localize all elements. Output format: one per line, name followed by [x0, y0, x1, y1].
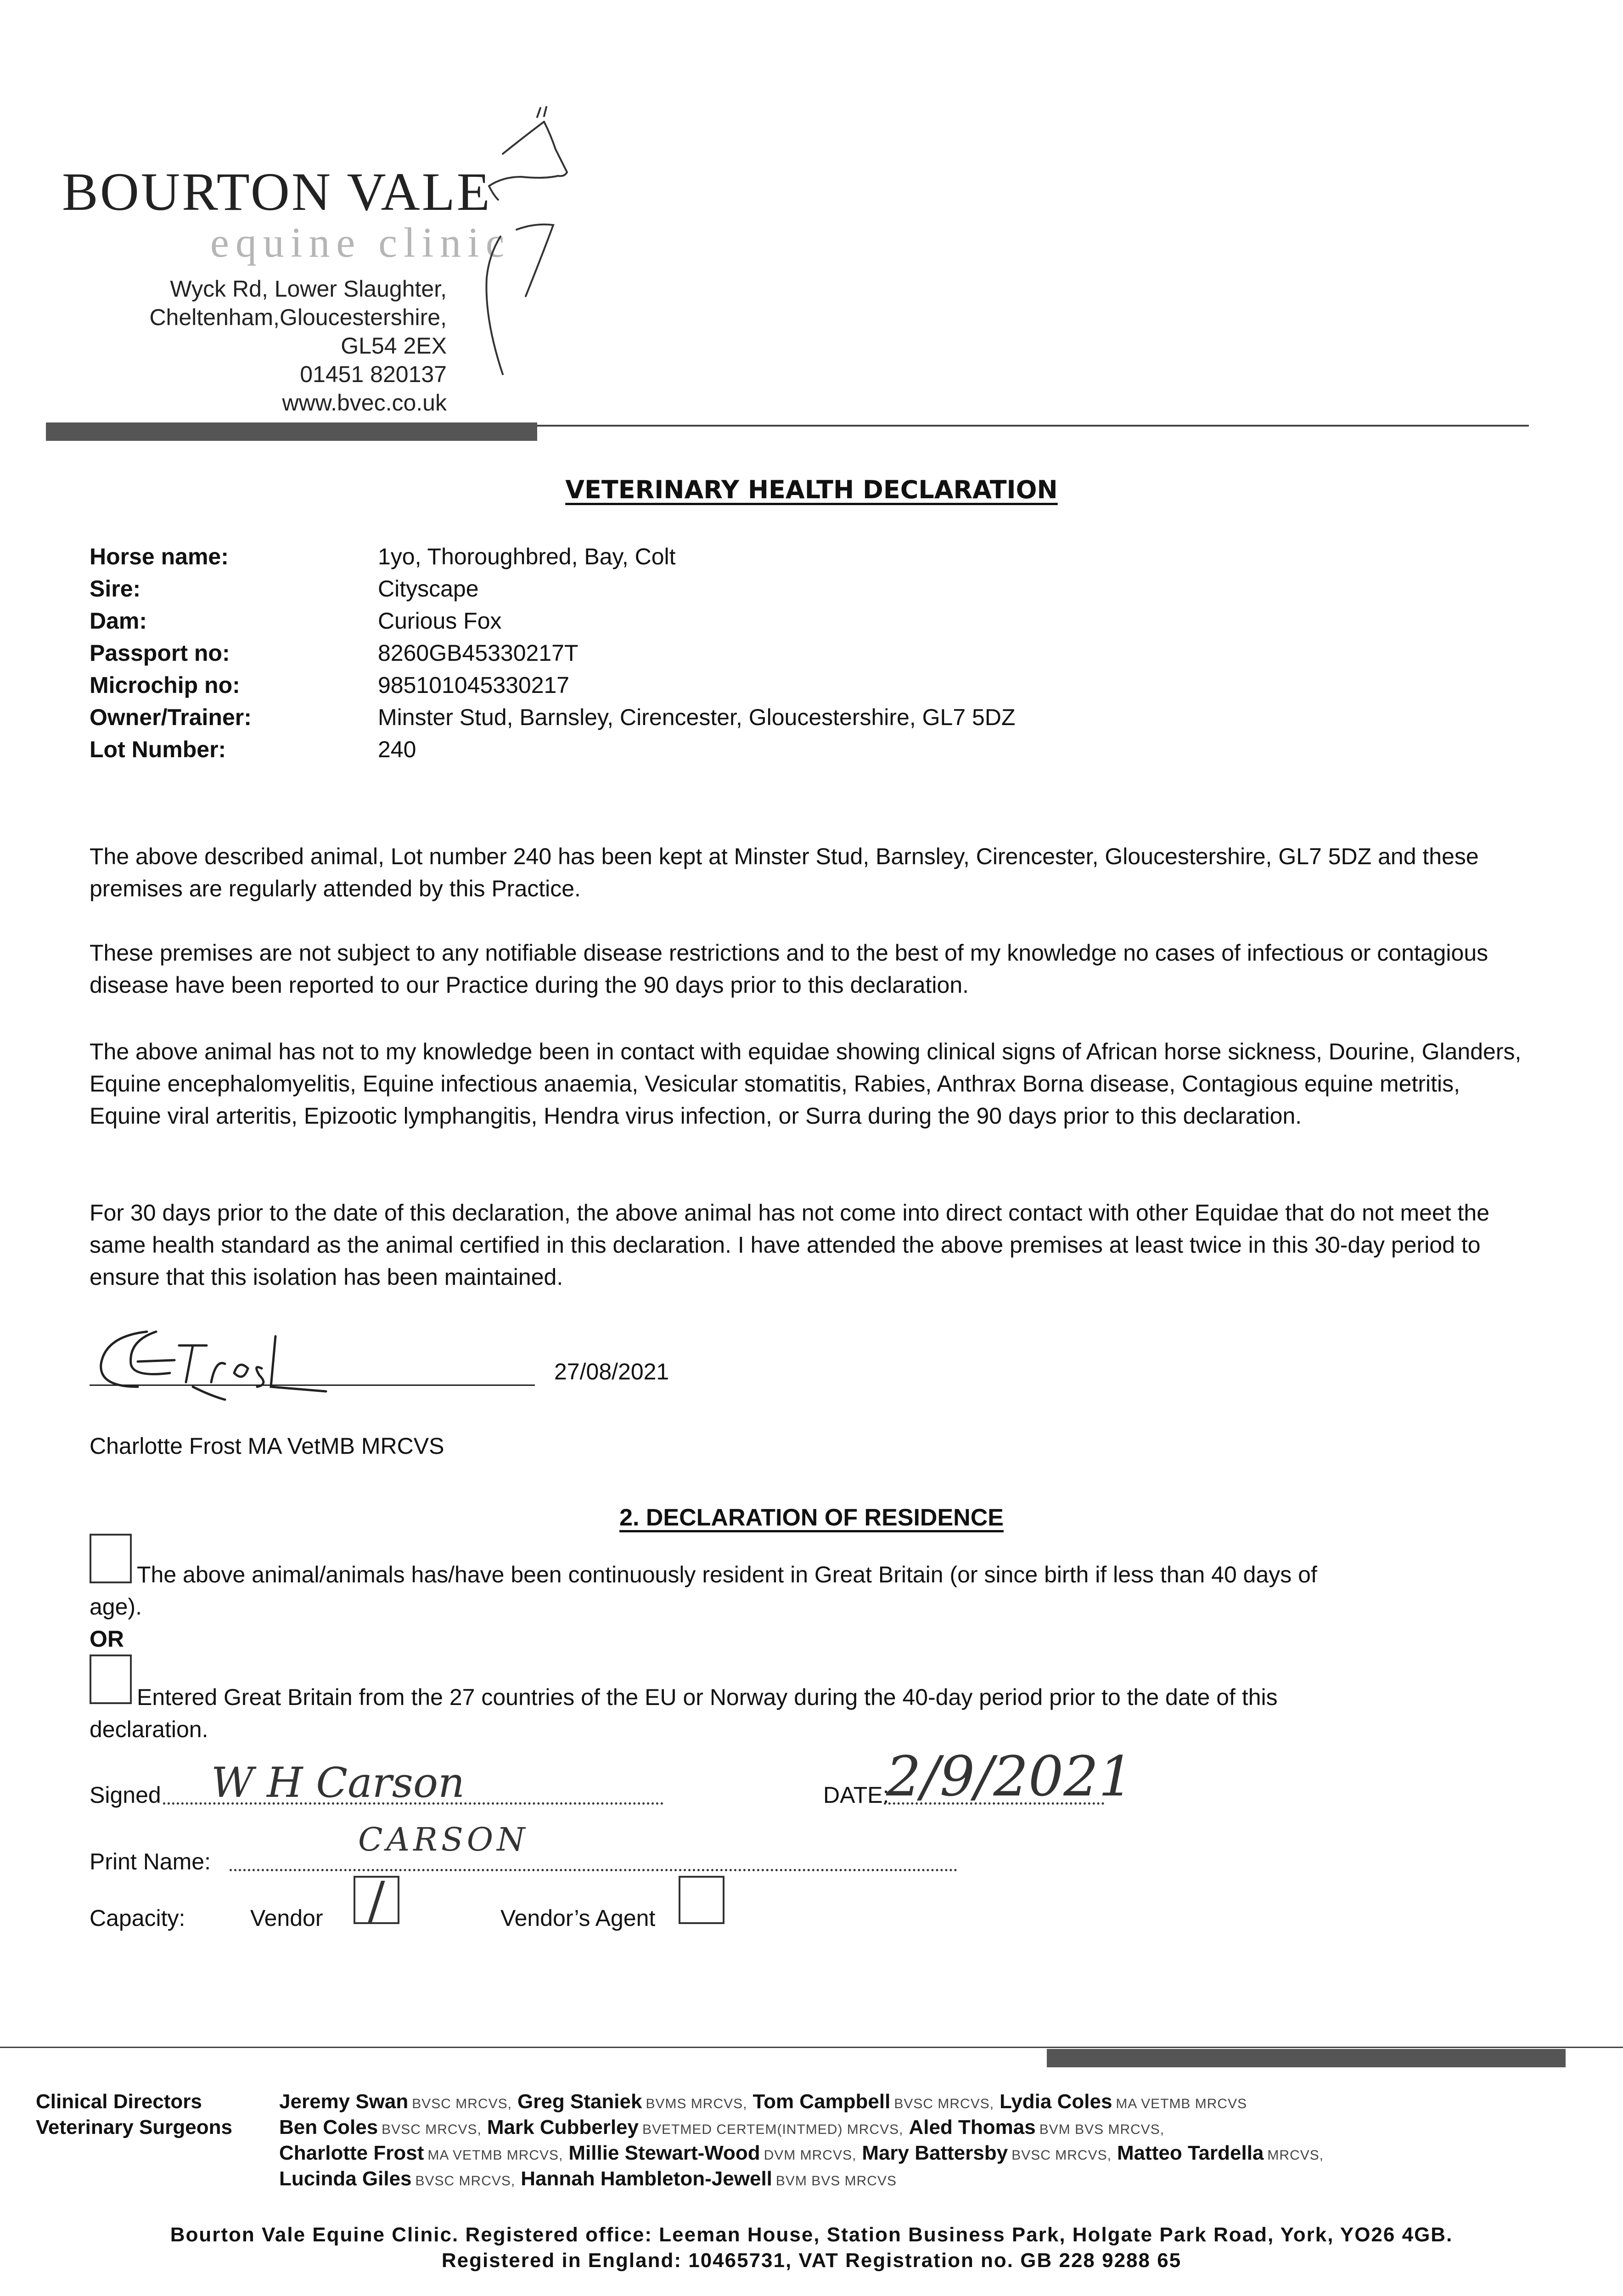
footer-label-directors: Clinical Directors [36, 2090, 202, 2113]
footer-rule-bar [1047, 2049, 1566, 2067]
address-line: GL54 2EX [341, 333, 447, 359]
staff-qual: MA VETMB MRCVS, [427, 2148, 563, 2163]
staff-qual: BVSC MRCVS, [382, 2122, 482, 2137]
address-line: Wyck Rd, Lower Slaughter, [170, 276, 447, 302]
signed-label: Signed [90, 1782, 161, 1808]
vendor-agent-label: Vendor’s Agent [500, 1905, 656, 1931]
option-entered-line1: Entered Great Britain from the 27 countries of the EU or Norway during the 40-day period prior to the date of this [137, 1684, 1278, 1710]
staff-qual: BVSC MRCVS, [412, 2096, 512, 2111]
option-entered-line2: declaration. [90, 1716, 208, 1742]
header-rule-bar [46, 422, 537, 441]
document-title: VETERINARY HEALTH DECLARATION [565, 475, 1058, 504]
staff-name: Charlotte Frost [279, 2142, 424, 2164]
staff-qual: BVETMED CERTEM(INTMED) MRCVS, [642, 2122, 904, 2137]
staff-name: Tom Campbell [753, 2090, 891, 2113]
residence-heading: 2. DECLARATION OF RESIDENCE [619, 1504, 1004, 1531]
paragraph-isolation: For 30 days prior to the date of this declaration, the above animal has not come into direct contact with other Equidae that do not meet the same health standard as the animal certified in this declaration. I have attended the above premises at least twice in this 30-day period to ensure that this isolation has been maintained. [90, 1200, 1490, 1290]
or-label: OR [90, 1626, 124, 1652]
field-value-sire: Cityscape [378, 576, 479, 602]
vet-signature [87, 1318, 381, 1405]
staff-name: Jeremy Swan [279, 2090, 409, 2113]
staff-name: Aled Thomas [909, 2116, 1036, 2138]
field-label-microchip: Microchip no: [90, 672, 240, 698]
staff-qual: MA VETMB MRCVS [1116, 2096, 1247, 2111]
date-handwriting: 2/9/2021 [886, 1745, 1134, 1809]
paragraph-premises: The above described animal, Lot number 240 has been kept at Minster Stud, Barnsley, Cirencester, Gloucestershire, GL7 5DZ and these premises are regularly attended by this Practice. [90, 844, 1479, 901]
field-value-lot: 240 [378, 737, 416, 762]
footer-staff-line-2 [279, 2116, 1170, 2139]
field-value-microchip: 985101045330217 [378, 672, 570, 698]
option-resident-line1: The above animal/animals has/have been continuously resident in Great Britain (or since birth if less than 40 days of [137, 1562, 1317, 1587]
staff-qual: BVSC MRCVS, [415, 2173, 516, 2189]
print-name-line [230, 1869, 957, 1871]
horse-logo-icon [475, 103, 581, 397]
date-label: DATE: [823, 1782, 889, 1808]
staff-name: Millie Stewart-Wood [568, 2142, 760, 2164]
header-rule-line [537, 425, 1529, 427]
staff-qual: BVSC MRCVS, [894, 2096, 994, 2111]
checkbox-entered[interactable] [90, 1654, 132, 1704]
vet-name: Charlotte Frost MA VetMB MRCVS [90, 1433, 444, 1459]
clinic-name: BOURTON VALE [62, 162, 492, 222]
capacity-label: Capacity: [90, 1905, 185, 1931]
website: www.bvec.co.uk [282, 390, 447, 416]
field-label-dam: Dam: [90, 608, 147, 634]
option-resident-line2: age). [90, 1594, 142, 1620]
staff-name: Mark Cubberley [487, 2116, 639, 2138]
staff-name: Ben Coles [279, 2116, 378, 2138]
checkbox-vendor-agent[interactable] [679, 1876, 724, 1924]
staff-name: Mary Battersby [862, 2142, 1008, 2164]
signed-handwriting: W H Carson [211, 1759, 465, 1807]
staff-qual: BVM BVS MRCVS, [1039, 2122, 1165, 2137]
footer-rule-line [0, 2047, 1623, 2048]
checkbox-resident[interactable] [90, 1534, 132, 1583]
vet-signature-date: 27/08/2021 [554, 1359, 669, 1384]
paragraph-restrictions: These premises are not subject to any notifiable disease restrictions and to the best of my knowledge no cases of infectious or contagious disease have been reported to our Practice during the 90 days prior to this declaration. [90, 940, 1488, 998]
staff-qual: BVM BVS MRCVS [775, 2173, 897, 2189]
field-label-lot: Lot Number: [90, 737, 226, 762]
registration-numbers: Registered in England: 10465731, VAT Registration no. GB 228 9288 65 [441, 2249, 1182, 2272]
staff-qual: BVMS MRCVS, [646, 2096, 747, 2111]
staff-name: Matteo Tardella [1117, 2142, 1264, 2164]
staff-name: Hannah Hambleton-Jewell [521, 2167, 772, 2190]
print-name-handwriting: CARSON [358, 1821, 529, 1858]
field-label-owner: Owner/Trainer: [90, 704, 252, 730]
vendor-check-mark: / [368, 1870, 385, 1930]
clinic-subtitle: equine clinic [210, 219, 511, 266]
field-value-passport: 8260GB45330217T [378, 640, 578, 666]
phone-number: 01451 820137 [300, 361, 447, 387]
field-label-horse-name: Horse name: [90, 544, 229, 569]
vet-signature-line [90, 1384, 535, 1386]
registered-office: Bourton Vale Equine Clinic. Registered office: Leeman House, Station Business Park, Holgate Park Road, York, YO26 4GB. [170, 2223, 1453, 2246]
footer-staff-line-1 [279, 2090, 1252, 2113]
field-value-owner: Minster Stud, Barnsley, Cirencester, Gloucestershire, GL7 5DZ [378, 704, 1016, 730]
footer-staff-line-4 [279, 2167, 902, 2190]
paragraph-contact: The above animal has not to my knowledge been in contact with equidae showing clinical signs of African horse sickness, Dourine, Glanders, Equine encephalomyelitis, Equine infectious anaemia, Vesicular stomatitis, Rabies, Anthrax Borna disease, Contagious equine metritis, Equine viral arteritis, Epizootic lymphangitis, Hendra virus infection, or Surra during the 90 days prior to this declaration. [90, 1039, 1522, 1129]
staff-qual: DVM MRCVS, [764, 2148, 857, 2163]
footer-label-surgeons: Veterinary Surgeons [36, 2116, 232, 2138]
vendor-label: Vendor [250, 1905, 323, 1931]
staff-name: Lucinda Giles [279, 2167, 412, 2190]
checkbox-vendor[interactable] [354, 1870, 399, 1930]
field-label-sire: Sire: [90, 576, 141, 602]
staff-name: Greg Staniek [517, 2090, 642, 2113]
footer-staff-line-3 [279, 2142, 1329, 2165]
staff-qual: MRCVS, [1267, 2148, 1324, 2163]
staff-name: Lydia Coles [1000, 2090, 1112, 2113]
staff-qual: BVSC MRCVS, [1011, 2148, 1112, 2163]
field-label-passport: Passport no: [90, 640, 230, 666]
field-value-horse-name: 1yo, Thoroughbred, Bay, Colt [378, 544, 676, 569]
print-name-label: Print Name: [90, 1849, 211, 1874]
address-line: Cheltenham,Gloucestershire, [149, 304, 447, 330]
field-value-dam: Curious Fox [378, 608, 502, 634]
